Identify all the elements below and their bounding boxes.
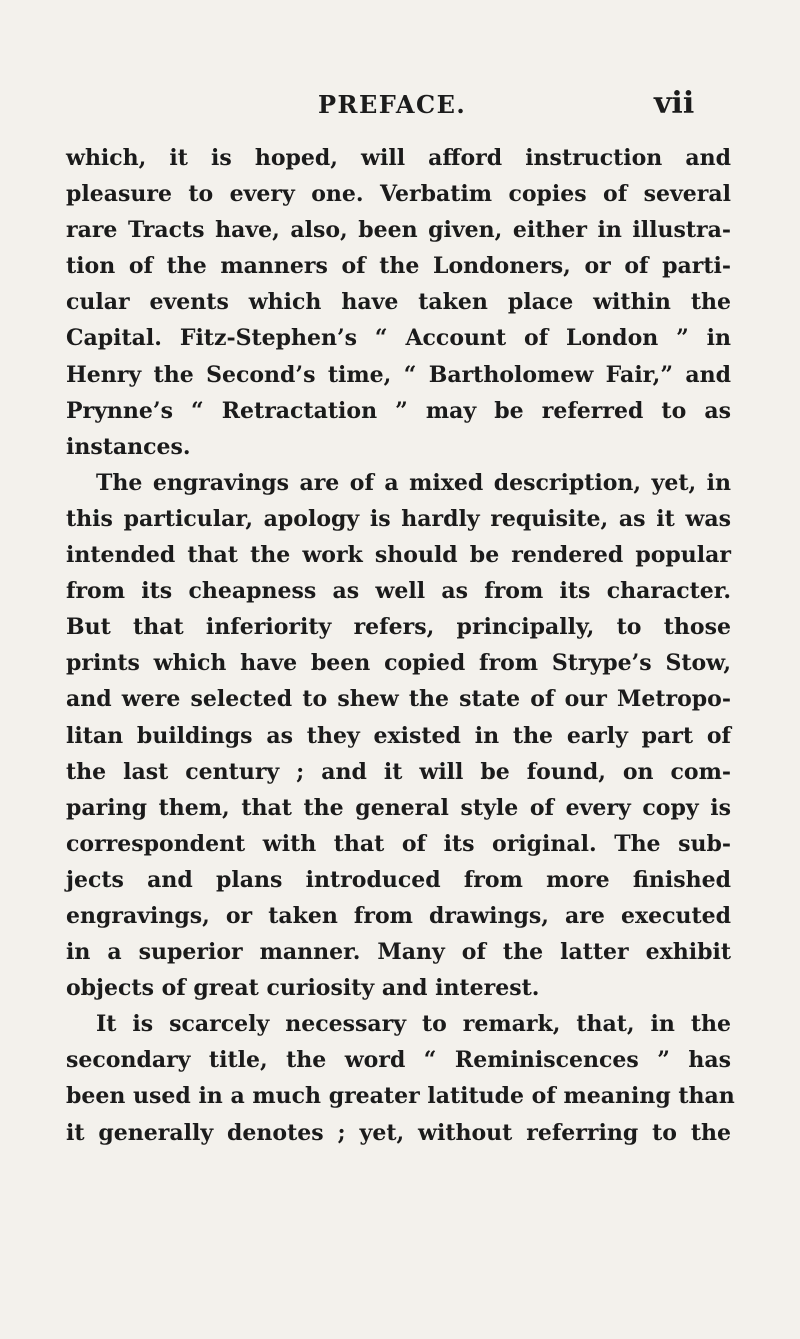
text-line: objects of great curiosity and interest.	[66, 975, 540, 1002]
text-line: prints which have been copied from Strype’s Stow,	[66, 650, 731, 677]
text-line: Prynne’s “ Retractation ” may be referred to as	[66, 397, 731, 424]
text-line: The engravings are of a mixed description, yet, in	[96, 469, 731, 496]
text-line: tion of the manners of the Londoners, or of parti-	[66, 253, 731, 280]
text-line: from its cheapness as well as from its character.	[66, 578, 731, 605]
text-line: jects and plans introduced from more finished	[66, 866, 731, 893]
text-line: engravings, or taken from drawings, are executed	[66, 902, 731, 929]
page-header	[0, 86, 800, 126]
text-line: it generally denotes ; yet, without referring to the	[66, 1119, 731, 1146]
text-line: correspondent with that of its original. The sub-	[66, 830, 731, 857]
text-line: pleasure to every one. Verbatim copies of several	[66, 181, 731, 208]
text-line: instances.	[66, 433, 191, 460]
page-number: vii	[654, 86, 695, 121]
text-line: this particular, apology is hardly requisite, as it was	[66, 505, 731, 532]
text-line: paring them, that the general style of every copy is	[66, 794, 731, 821]
text-line: litan buildings as they existed in the early part of	[66, 722, 731, 749]
text-line: been used in a much greater latitude of meaning than	[66, 1083, 735, 1110]
text-line: which, it is hoped, will afford instruction and	[66, 145, 731, 171]
running-title: PREFACE.	[318, 90, 467, 119]
text-line: But that inferiority refers, principally, to those	[66, 614, 731, 641]
text-line: intended that the work should be rendered popular	[66, 542, 731, 569]
body-text	[66, 140, 735, 1151]
text-line: in a superior manner. Many of the latter exhibit	[66, 939, 731, 966]
text-line: Henry the Second’s time, “ Bartholomew Fair,” and	[66, 361, 731, 388]
text-line: cular events which have taken place within the	[66, 289, 731, 316]
text-line: secondary title, the word “ Reminiscences ” has	[66, 1047, 731, 1074]
text-line: and were selected to shew the state of our Metropo-	[66, 686, 731, 713]
text-line: rare Tracts have, also, been given, either in illustra-	[66, 217, 731, 244]
text-line: the last century ; and it will be found, on com-	[66, 758, 731, 785]
text-line: It is scarcely necessary to remark, that, in the	[96, 1011, 731, 1038]
text-line: Capital. Fitz-Stephen’s “ Account of London ” in	[66, 325, 731, 352]
